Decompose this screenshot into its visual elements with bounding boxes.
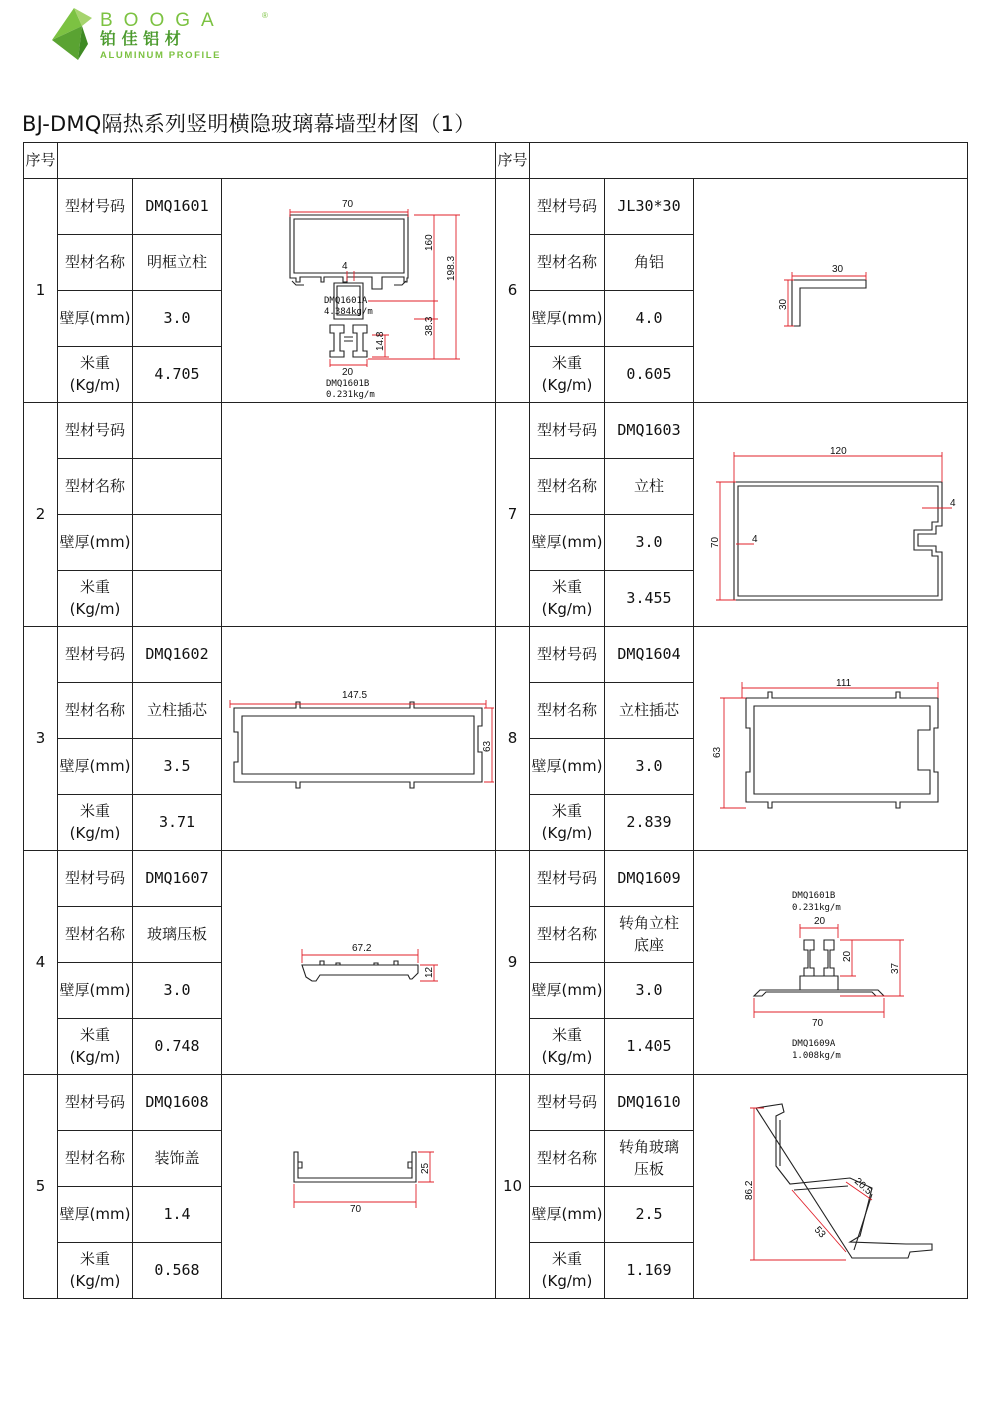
field-value-weight: 1.169 <box>605 1243 694 1299</box>
field-value-name: 角铝 <box>605 235 694 291</box>
field-value-weight: 0.568 <box>133 1243 222 1299</box>
dim-height: 70 <box>709 536 721 548</box>
field-value-thick: 4.0 <box>605 291 694 347</box>
field-value-weight: 4.705 <box>133 347 222 403</box>
drawing-dmq1610 <box>696 1082 966 1292</box>
dim-width: 70 <box>341 198 353 210</box>
dim-width: 30 <box>831 263 843 275</box>
dim-d2: 53 <box>811 1224 827 1240</box>
field-label-code: 型材号码 <box>530 403 605 459</box>
dim-width: 111 <box>835 677 851 689</box>
field-value-name: 转角玻璃 压板 <box>605 1131 694 1187</box>
profile-drawing-cell <box>222 627 496 851</box>
field-value-thick: 3.0 <box>605 739 694 795</box>
field-value-name: 立柱插芯 <box>133 683 222 739</box>
dim-t: 4 <box>341 260 348 272</box>
dim-height: 63 <box>711 746 723 758</box>
item-number: 8 <box>496 627 530 851</box>
field-label-thick: 壁厚(mm) <box>530 291 605 347</box>
dim-width: 70 <box>349 1203 361 1215</box>
spec-row <box>24 179 968 235</box>
dim-h1: 160 <box>423 233 435 251</box>
header-blank-left <box>58 143 496 179</box>
dim-width: 67.2 <box>351 942 371 954</box>
label-a: DMQ1609A <box>791 1038 835 1049</box>
spec-row <box>24 403 968 459</box>
logo-sub: ALUMINUM PROFILE <box>100 50 222 61</box>
dim-height: 25 <box>419 1162 431 1174</box>
header-blank-right <box>530 143 968 179</box>
field-label-code: 型材号码 <box>58 627 133 683</box>
field-label-weight: 米重 (Kg/m) <box>58 1243 133 1299</box>
field-label-thick: 壁厚(mm) <box>530 1187 605 1243</box>
field-label-name: 型材名称 <box>530 1131 605 1187</box>
field-label-code: 型材号码 <box>530 851 605 907</box>
label-b-weight: 0.231kg/m <box>325 389 375 400</box>
dim-bw: 20 <box>341 366 353 378</box>
field-value-weight: 3.71 <box>133 795 222 851</box>
dim-w2: 70 <box>811 1017 823 1029</box>
field-value-weight: 1.405 <box>605 1019 694 1075</box>
field-label-weight: 米重 (Kg/m) <box>58 1019 133 1075</box>
profile-drawing-cell <box>222 1075 496 1299</box>
drawing-dmq1601 <box>224 181 494 401</box>
header-seq-left: 序号 <box>24 143 58 179</box>
profile-drawing-cell <box>694 403 968 627</box>
field-label-name: 型材名称 <box>58 459 133 515</box>
field-value-weight: 3.455 <box>605 571 694 627</box>
field-value-name: 立柱 <box>605 459 694 515</box>
drawing-dmq1608 <box>224 1132 494 1242</box>
booga-logo <box>48 4 278 64</box>
field-value-code <box>133 403 222 459</box>
field-label-weight: 米重 (Kg/m) <box>530 1019 605 1075</box>
profile-drawing-cell <box>222 403 496 627</box>
item-number: 10 <box>496 1075 530 1299</box>
field-label-weight: 米重 (Kg/m) <box>58 347 133 403</box>
dim-t1: 4 <box>949 497 956 509</box>
dim-height: 63 <box>481 740 493 752</box>
field-label-code: 型材号码 <box>530 1075 605 1131</box>
field-value-weight: 2.839 <box>605 795 694 851</box>
field-label-name: 型材名称 <box>530 459 605 515</box>
page-title: BJ-DMQ隔热系列竖明横隐玻璃幕墙型材图（1） <box>22 112 476 136</box>
field-value-code: JL30*30 <box>605 179 694 235</box>
field-label-name: 型材名称 <box>58 1131 133 1187</box>
dim-d1: 20.5 <box>851 1175 874 1197</box>
label-b-weight: 0.231kg/m <box>791 902 841 913</box>
field-value-code: DMQ1609 <box>605 851 694 907</box>
dim-width: 120 <box>829 445 847 457</box>
spec-row <box>24 1075 968 1131</box>
drawing-dmq1607 <box>224 923 494 1003</box>
dim-height: 12 <box>423 966 435 978</box>
drawing-jl30x30 <box>696 226 966 356</box>
field-value-code: DMQ1601 <box>133 179 222 235</box>
item-number: 2 <box>24 403 58 627</box>
dim-t2: 4 <box>751 533 758 545</box>
field-value-weight: 0.748 <box>133 1019 222 1075</box>
field-label-name: 型材名称 <box>530 235 605 291</box>
field-value-code: DMQ1602 <box>133 627 222 683</box>
drawing-dmq1604 <box>696 654 966 824</box>
item-number: 5 <box>24 1075 58 1299</box>
dim-w1: 20 <box>813 915 825 927</box>
profile-drawing-cell <box>222 179 496 403</box>
field-value-weight: 0.605 <box>605 347 694 403</box>
field-label-code: 型材号码 <box>58 179 133 235</box>
item-number: 7 <box>496 403 530 627</box>
field-label-weight: 米重 (Kg/m) <box>530 795 605 851</box>
label-b: DMQ1601B <box>791 890 835 901</box>
dim-h2: 37 <box>889 962 901 974</box>
label-a-weight: 1.008kg/m <box>791 1050 841 1061</box>
field-value-code: DMQ1607 <box>133 851 222 907</box>
drawing-dmq1603 <box>696 420 966 610</box>
field-label-code: 型材号码 <box>58 851 133 907</box>
item-number: 9 <box>496 851 530 1075</box>
item-number: 6 <box>496 179 530 403</box>
field-value-thick: 1.4 <box>133 1187 222 1243</box>
field-label-weight: 米重 (Kg/m) <box>58 571 133 627</box>
field-value-name <box>133 459 222 515</box>
field-value-thick: 3.0 <box>133 963 222 1019</box>
field-value-code: DMQ1603 <box>605 403 694 459</box>
field-value-thick <box>133 515 222 571</box>
label-b: DMQ1601B <box>325 378 369 389</box>
label-a-weight: 4.384kg/m <box>323 306 373 317</box>
field-label-weight: 米重 (Kg/m) <box>530 571 605 627</box>
field-label-thick: 壁厚(mm) <box>530 739 605 795</box>
field-label-thick: 壁厚(mm) <box>58 963 133 1019</box>
field-value-name: 装饰盖 <box>133 1131 222 1187</box>
profile-drawing-cell <box>694 179 968 403</box>
field-value-weight <box>133 571 222 627</box>
profile-drawing-cell <box>694 627 968 851</box>
field-value-thick: 3.0 <box>605 515 694 571</box>
dim-h1: 20 <box>841 950 853 962</box>
field-label-code: 型材号码 <box>530 179 605 235</box>
dim-h4: 14.8 <box>374 331 386 351</box>
header-seq-right: 序号 <box>496 143 530 179</box>
field-value-code: DMQ1610 <box>605 1075 694 1131</box>
profile-drawing-cell <box>694 851 968 1075</box>
field-label-weight: 米重 (Kg/m) <box>58 795 133 851</box>
logo-registered-mark: ® <box>262 11 268 20</box>
dim-h3: 38.3 <box>423 316 435 336</box>
field-label-thick: 壁厚(mm) <box>530 515 605 571</box>
field-value-thick: 3.0 <box>133 291 222 347</box>
dim-height: 30 <box>777 298 789 310</box>
drawing-dmq1609 <box>696 858 966 1068</box>
field-value-name: 立柱插芯 <box>605 683 694 739</box>
field-value-thick: 2.5 <box>605 1187 694 1243</box>
drawing-dmq1602 <box>224 664 494 814</box>
field-value-code: DMQ1604 <box>605 627 694 683</box>
dim-h2: 198.3 <box>445 255 457 281</box>
field-value-name: 转角立柱 底座 <box>605 907 694 963</box>
item-number: 4 <box>24 851 58 1075</box>
dim-height: 86.2 <box>743 1180 755 1200</box>
spec-row <box>24 851 968 907</box>
field-value-thick: 3.5 <box>133 739 222 795</box>
field-label-code: 型材号码 <box>58 1075 133 1131</box>
field-label-weight: 米重 (Kg/m) <box>530 1243 605 1299</box>
item-number: 3 <box>24 627 58 851</box>
field-label-name: 型材名称 <box>58 683 133 739</box>
field-label-thick: 壁厚(mm) <box>530 963 605 1019</box>
field-value-thick: 3.0 <box>605 963 694 1019</box>
logo-latin: BOOGA <box>100 10 225 31</box>
field-label-thick: 壁厚(mm) <box>58 291 133 347</box>
logo-cn: 铂 佳 铝 材 <box>100 29 181 48</box>
field-label-name: 型材名称 <box>530 683 605 739</box>
label-a: DMQ1601A <box>323 295 367 306</box>
field-label-code: 型材号码 <box>58 403 133 459</box>
field-label-code: 型材号码 <box>530 627 605 683</box>
field-value-name: 玻璃压板 <box>133 907 222 963</box>
logo-mark-icon <box>52 8 92 60</box>
item-number: 1 <box>24 179 58 403</box>
field-value-name: 明框立柱 <box>133 235 222 291</box>
field-label-thick: 壁厚(mm) <box>58 739 133 795</box>
dim-width: 147.5 <box>341 689 367 701</box>
field-label-name: 型材名称 <box>58 235 133 291</box>
profile-drawing-cell <box>222 851 496 1075</box>
spec-row <box>24 627 968 683</box>
field-label-weight: 米重 (Kg/m) <box>530 347 605 403</box>
profile-table <box>23 142 968 1299</box>
field-label-thick: 壁厚(mm) <box>58 515 133 571</box>
field-label-name: 型材名称 <box>530 907 605 963</box>
field-label-name: 型材名称 <box>58 907 133 963</box>
field-label-thick: 壁厚(mm) <box>58 1187 133 1243</box>
field-value-code: DMQ1608 <box>133 1075 222 1131</box>
profile-drawing-cell <box>694 1075 968 1299</box>
